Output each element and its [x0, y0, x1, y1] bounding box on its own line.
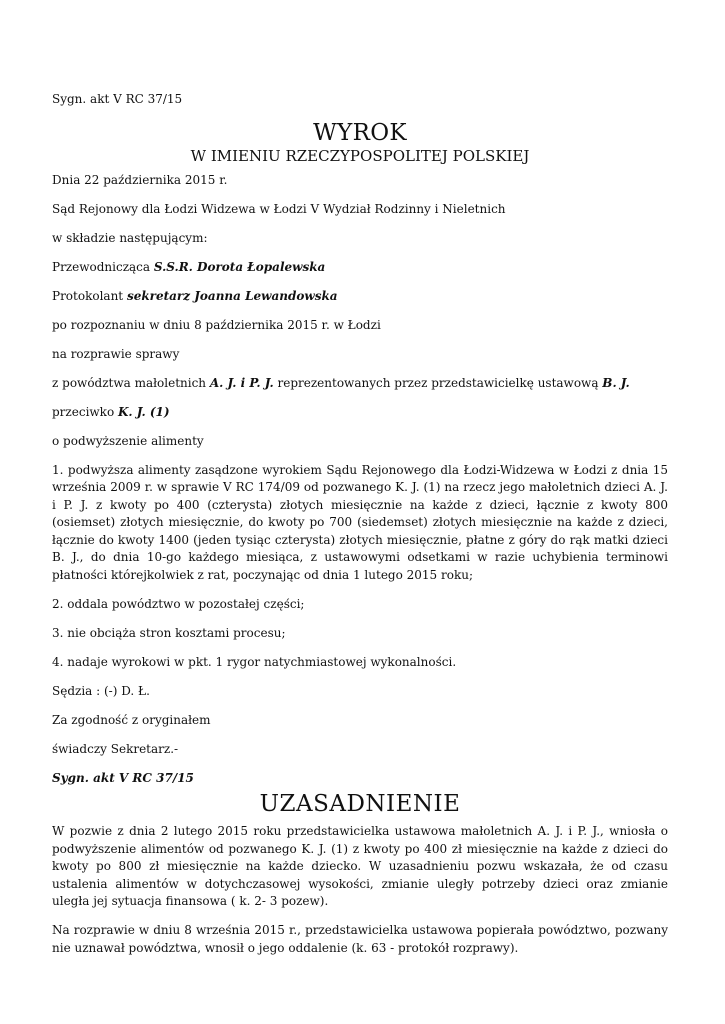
against-line	[52, 404, 668, 422]
court-line: Sąd Rejonowy dla Łodzi Widzewa w Łodzi V Wydział Rodzinny i Nieletnich	[52, 201, 506, 216]
clerk-prefix: Protokolant	[52, 288, 127, 303]
conformity-line: Za zgodność z oryginałem	[52, 712, 211, 727]
presiding-line	[52, 259, 668, 277]
presiding-name: S.S.R. Dorota Łopalewska	[153, 259, 326, 274]
clerk-line	[52, 288, 668, 306]
trial-line: na rozprawie sprawy	[52, 346, 180, 361]
judgment-title: WYROK	[313, 119, 407, 146]
claim-representative: B. J.	[602, 375, 630, 390]
claim-plaintiffs: A. J. i P. J.	[209, 375, 274, 390]
hearing-line: po rozpoznaniu w dniu 8 października 2015 r. w Łodzi	[52, 317, 381, 332]
ruling-point-1: 1. podwyższa alimenty zasądzone wyrokiem Sądu Rejonowego dla Łodzi-Widzewa w Łodzi z dnia 15 września 2009 r. w sprawie V RC 174/09 od pozwanego K. J. (1) na rzecz jego małoletnich dzieci A. J. i P. J. z kwoty po 400 (czterysta) złotych miesięcznie na każde z dzieci, łącznie z kwoty 800 (osiemset) złotych miesięcznie, do kwoty po 700 (siedemset) złotych miesięcznie na każde z dzieci, łącznie do kwoty 1400 (jeden tysiąc czterysta) złotych miesięcznie, płatne z góry do rąk matki dzieci B. J., do dnia 10-go każdego miesiąca, z ustawowymi odsetkami w razie uchybienia terminowi płatności którejkolwiek z rat, poczynając od dnia 1 lutego 2015 roku;	[52, 462, 668, 582]
ruling-point-4: 4. nadaje wyrokowi w pkt. 1 rygor natychmiastowej wykonalności.	[52, 654, 457, 669]
ruling-point-2: 2. oddala powództwo w pozostałej części;	[52, 596, 305, 611]
subject-line: o podwyższenie alimenty	[52, 433, 204, 448]
presiding-prefix: Przewodnicząca	[52, 259, 154, 274]
justification-paragraph-1: W pozwie z dnia 2 lutego 2015 roku przedstawicielka ustawowa małoletnich A. J. i P. J., wniosła o podwyższenie alimentów od pozwanego K. J. (1) z kwoty po 400 zł miesięcznie na każde z dzieci do kwoty po 800 zł miesięcznie na każde dziecko. W uzasadnieniu pozwu wskazała, że od czasu ustalenia alimentów w dotychczasowej wysokości, zmianie uległy potrzeby dzieci oraz zmianie uległa jej sytuacja finansowa ( k. 2- 3 pozew).	[52, 824, 668, 908]
certified-line: świadczy Sekretarz.-	[52, 741, 179, 756]
judge-line: Sędzia : (-) D. Ł.	[52, 683, 150, 698]
against-defendant: K. J. (1)	[117, 404, 170, 419]
composition-line: w składzie następującym:	[52, 230, 208, 245]
justification-paragraph-2: Na rozprawie w dniu 8 września 2015 r., przedstawicielka ustawowa popierała powództwo, pozwany nie uznawał powództwa, wnosił o jego oddalenie (k. 63 - protokół rozprawy).	[52, 923, 668, 955]
claim-line	[52, 375, 668, 393]
claim-prefix: z powództwa małoletnich	[52, 375, 210, 390]
claim-middle: reprezentowanych przez przedstawicielkę ustawową	[273, 375, 603, 390]
case-number-bottom: Sygn. akt V RC 37/15	[52, 770, 194, 785]
ruling-point-3: 3. nie obciąża stron kosztami procesu;	[52, 625, 286, 640]
justification-title: UZASADNIENIE	[259, 791, 461, 817]
case-number-top: Sygn. akt V RC 37/15	[52, 92, 183, 106]
judgment-subtitle: W IMIENIU RZECZYPOSPOLITEJ POLSKIEJ	[190, 146, 530, 165]
against-prefix: przeciwko	[52, 404, 118, 419]
date-line: Dnia 22 października 2015 r.	[52, 172, 228, 187]
clerk-name: sekretarz Joanna Lewandowska	[126, 288, 338, 303]
